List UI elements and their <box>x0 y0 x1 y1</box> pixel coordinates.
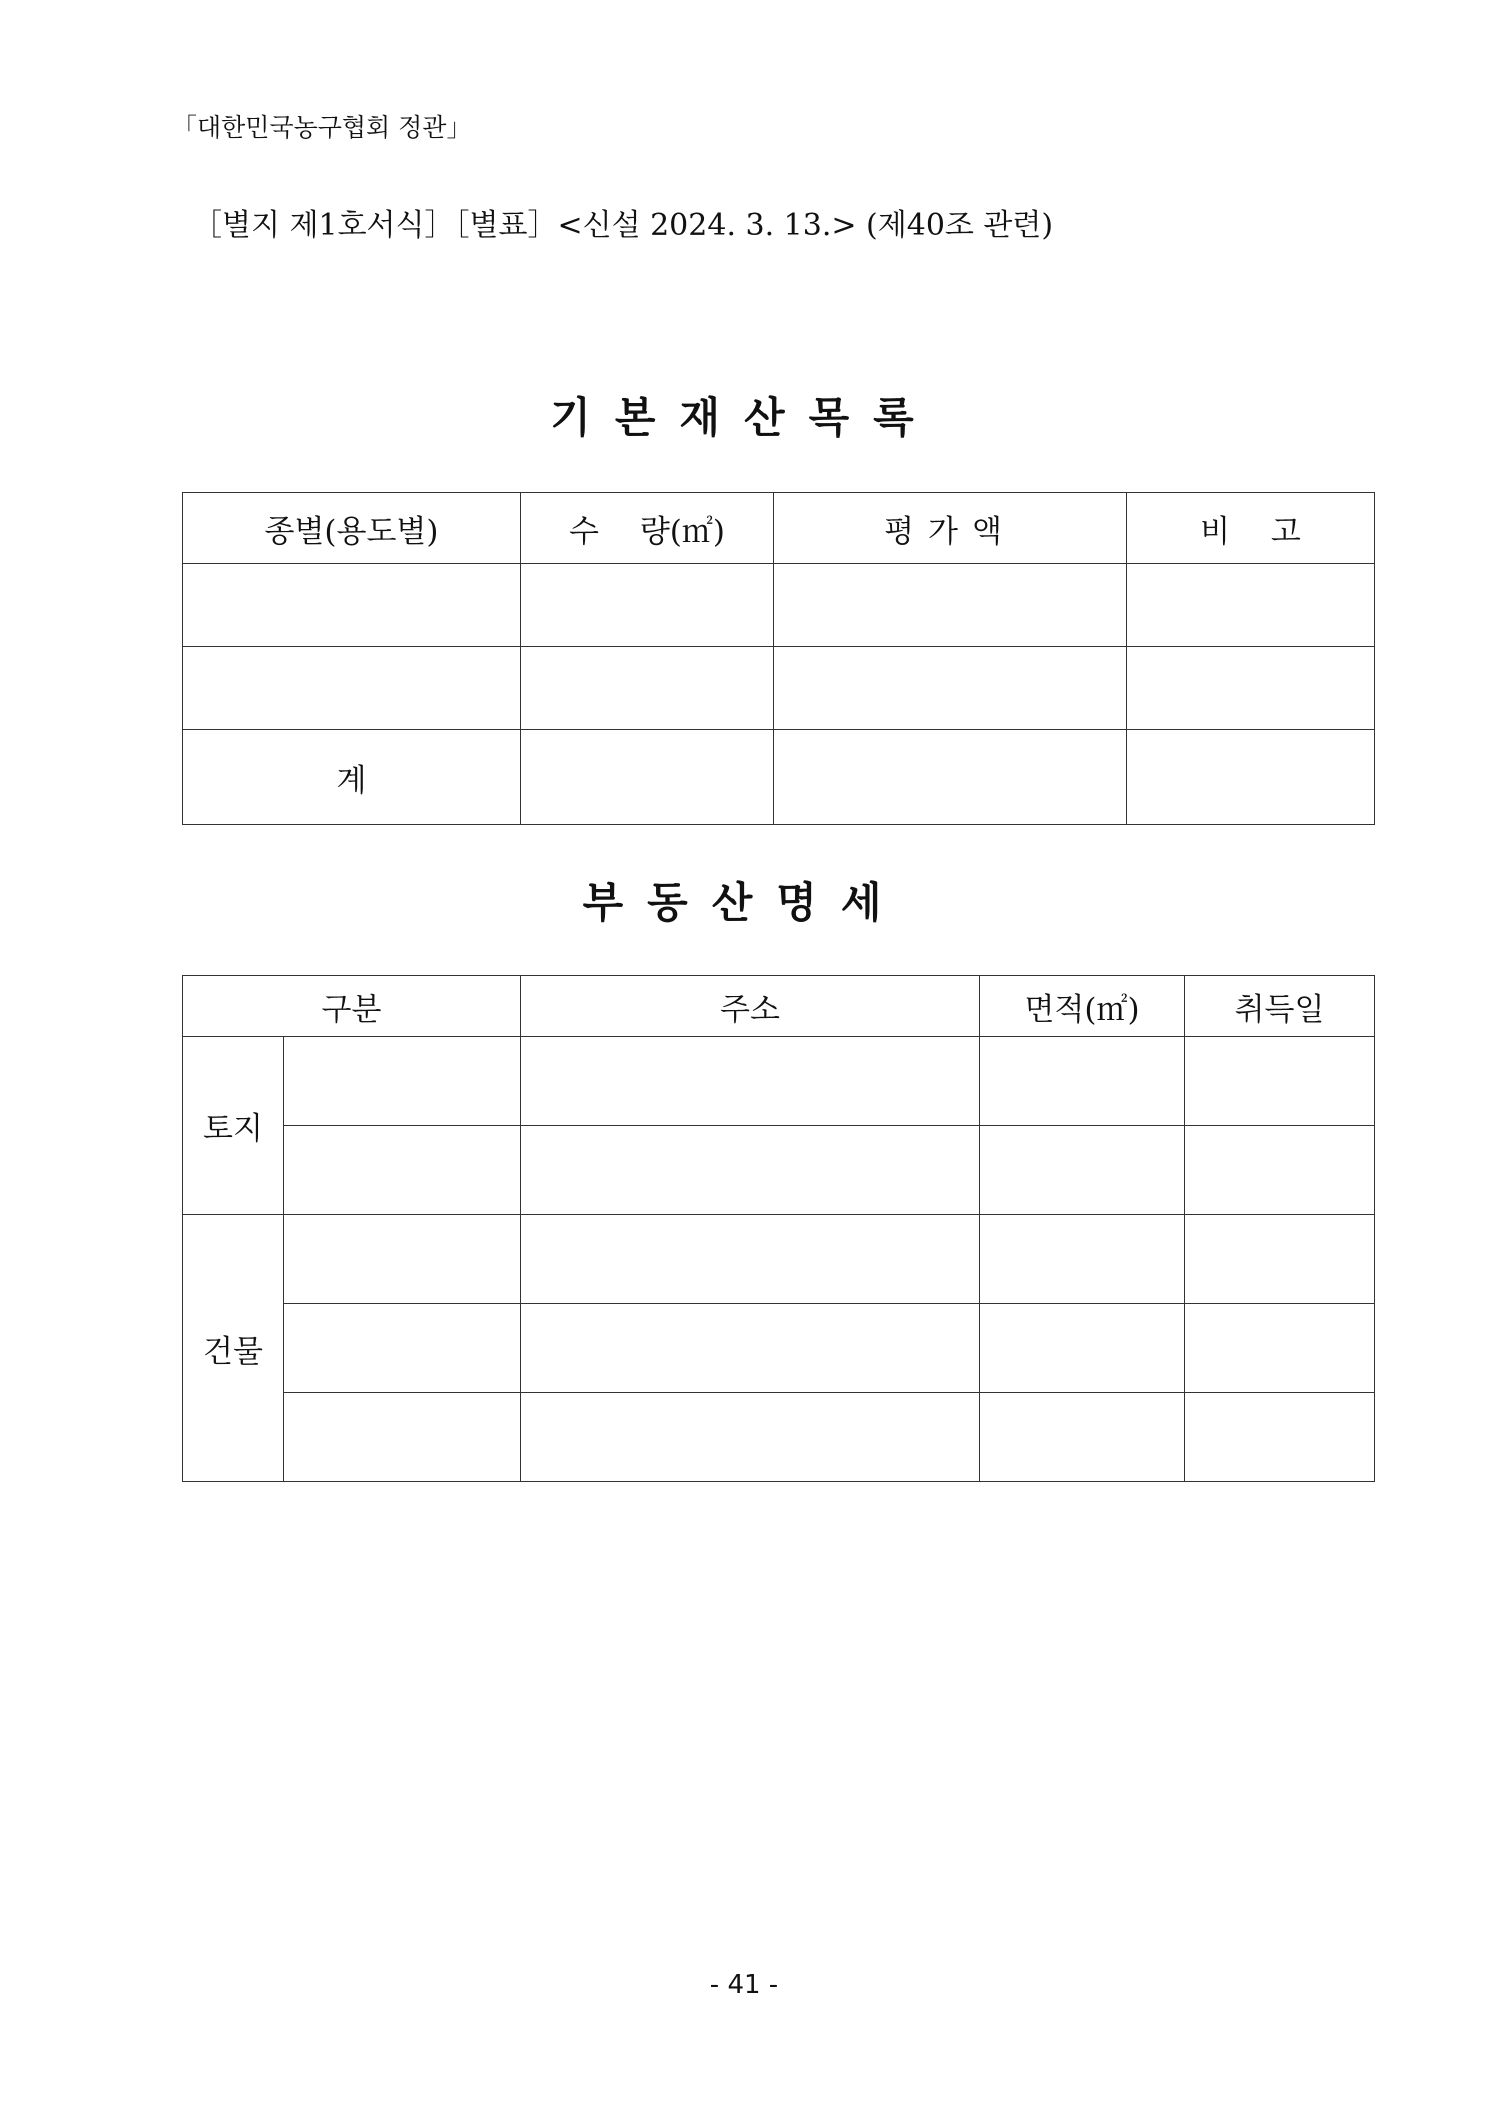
table-row <box>183 647 1375 730</box>
table-header-row <box>183 976 1375 1037</box>
table-cell <box>980 1304 1185 1393</box>
header-remarks: 비 고 <box>1127 493 1375 564</box>
table-cell <box>774 730 1127 825</box>
table-cell <box>1127 564 1375 647</box>
header-division: 구분 <box>183 976 521 1037</box>
table-cell <box>521 1037 980 1126</box>
table-cell <box>183 647 521 730</box>
table-cell <box>284 1393 521 1482</box>
table-cell <box>1127 647 1375 730</box>
table-cell <box>521 1393 980 1482</box>
header-area: 면적(㎡) <box>980 976 1185 1037</box>
building-label: 건물 <box>183 1215 284 1482</box>
table-cell <box>284 1215 521 1304</box>
table-cell <box>521 564 774 647</box>
table-cell <box>1185 1215 1375 1304</box>
table-cell <box>1185 1037 1375 1126</box>
table-row <box>183 564 1375 647</box>
table-cell <box>1185 1393 1375 1482</box>
total-row <box>183 730 1375 825</box>
table-cell <box>1127 730 1375 825</box>
table-cell <box>284 1037 521 1126</box>
table-cell <box>521 1126 980 1215</box>
table-row <box>183 1393 1375 1482</box>
table-header-row <box>183 493 1375 564</box>
table-row <box>183 1126 1375 1215</box>
document-header: 「대한민국농구협회 정관」 <box>172 113 472 142</box>
table-row <box>183 1037 1375 1126</box>
table-cell <box>521 647 774 730</box>
table-cell <box>774 564 1127 647</box>
table-cell <box>980 1126 1185 1215</box>
land-label: 토지 <box>183 1037 284 1215</box>
total-label: 계 <box>183 730 521 825</box>
table-cell <box>521 730 774 825</box>
real-estate-table <box>182 975 1375 1482</box>
table-cell <box>1185 1126 1375 1215</box>
header-category: 종별(용도별) <box>183 493 521 564</box>
table-cell <box>980 1215 1185 1304</box>
table-cell <box>774 647 1127 730</box>
table-cell <box>284 1126 521 1215</box>
table-row <box>183 1215 1375 1304</box>
header-address: 주소 <box>521 976 980 1037</box>
table-cell <box>521 1215 980 1304</box>
header-quantity: 수 량(㎡) <box>521 493 774 564</box>
table-row <box>183 1304 1375 1393</box>
header-acquisition-date: 취득일 <box>1185 976 1375 1037</box>
page-number: - 41 - <box>709 1970 779 2000</box>
table-cell <box>1185 1304 1375 1393</box>
table-cell <box>980 1393 1185 1482</box>
table-cell <box>284 1304 521 1393</box>
form-label: ［별지 제1호서식］［별표］<신설 2024. 3. 13.> (제40조 관련) <box>192 208 1054 243</box>
header-valuation: 평가액 <box>774 493 1127 564</box>
table-cell <box>521 1304 980 1393</box>
table-cell <box>980 1037 1185 1126</box>
real-estate-title: 부동산명세 <box>582 878 906 927</box>
basic-property-title: 기본재산목록 <box>550 393 938 442</box>
table-cell <box>183 564 521 647</box>
basic-property-table <box>182 492 1375 825</box>
